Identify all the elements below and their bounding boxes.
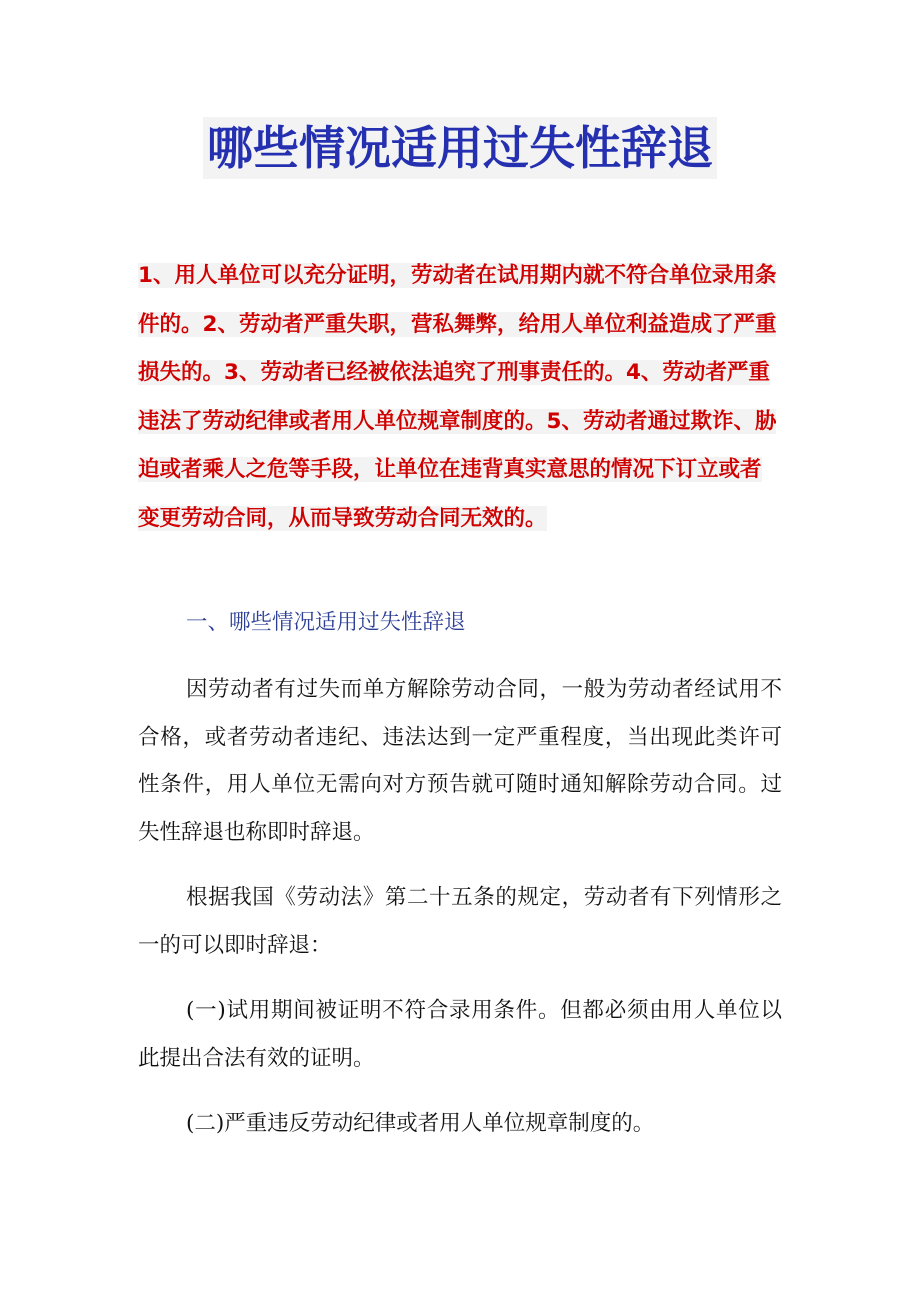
- body-paragraph-1: 因劳动者有过失而单方解除劳动合同，一般为劳动者经试用不合格，或者劳动者违纪、违法达到一定严重程度，当出现此类许可性条件，用人单位无需向对方预告就可随时通知解除劳动合同。过失性辞退也称即时辞退。: [138, 677, 782, 845]
- document-title: 哪些情况适用过失性辞退: [203, 117, 717, 179]
- body-paragraph-3: (一)试用期间被证明不符合录用条件。但都必须由用人单位以此提出合法有效的证明。: [138, 998, 782, 1071]
- summary-paragraph: [138, 252, 778, 543]
- body-paragraph-4: (二)严重违反劳动纪律或者用人单位规章制度的。: [186, 1111, 655, 1136]
- body-paragraph-2: 根据我国《劳动法》第二十五条的规定，劳动者有下列情形之一的可以即时辞退：: [138, 885, 782, 958]
- title-container: [0, 117, 920, 179]
- section-heading: 一、哪些情况适用过失性辞退: [186, 610, 466, 635]
- summary-text: 1、用人单位可以充分证明，劳动者在试用期内就不符合单位录用条件的。2、劳动者严重失职，营私舞弊，给用人单位利益造成了严重损失的。3、劳动者已经被依法追究了刑事责任的。4、劳动者严重违法了劳动纪律或者用人单位规章制度的。5、劳动者通过欺诈、胁迫或者乘人之危等手段，让单位在违背真实意思的情况下订立或者变更劳动合同，从而导致劳动合同无效的。: [138, 263, 777, 531]
